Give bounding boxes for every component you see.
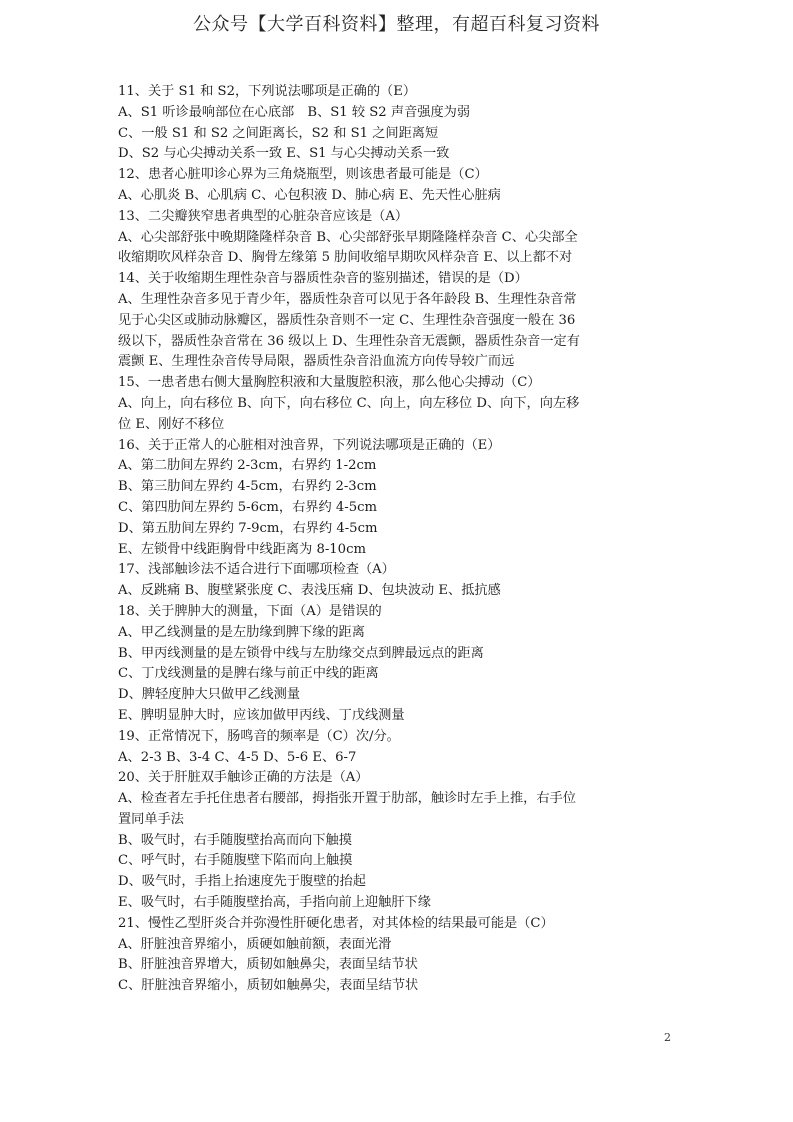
text-line: A、生理性杂音多见于青少年，器质性杂音可以见于各年龄段 B、生理性杂音常 — [118, 291, 577, 307]
text-line: B、甲丙线测量的是左锁骨中线与左肋缘交点到脾最远点的距离 — [118, 645, 484, 661]
text-line: A、第二肋间左界约 2-3cm，右界约 1-2cm — [118, 458, 377, 474]
text-line: 20、关于肝脏双手触诊正确的方法是（A） — [118, 770, 369, 786]
text-line: C、肝脏浊音界缩小，质韧如触鼻尖，表面呈结节状 — [118, 978, 419, 994]
text-line: C、丁戊线测量的是脾右缘与前正中线的距离 — [118, 666, 379, 682]
text-line: A、心肌炎 B、心肌病 C、心包积液 D、肺心病 E、先天性心脏病 — [118, 187, 501, 203]
text-line: E、左锁骨中线距胸骨中线距离为 8-10cm — [118, 541, 366, 557]
text-line: 13、二尖瓣狭窄患者典型的心脏杂音应该是（A） — [118, 208, 409, 224]
text-line: 12、患者心脏叩诊心界为三角烧瓶型，则该患者最可能是（C） — [118, 167, 488, 183]
text-line: 11、关于 S1 和 S2，下列说法哪项是正确的（E） — [118, 84, 417, 99]
text-line: 收缩期吹风样杂音 D、胸骨左缘第 5 肋间收缩早期吹风样杂音 E、以上都不对 — [118, 250, 573, 266]
text-line: D、脾轻度肿大只做甲乙线测量 — [118, 687, 301, 703]
text-line: 15、一患者患右侧大量胸腔积液和大量腹腔积液，那么他心尖搏动（C） — [118, 375, 541, 391]
text-line: D、第五肋间左界约 7-9cm，右界约 4-5cm — [118, 520, 378, 536]
text-line: 14、关于收缩期生理性杂音与器质性杂音的鉴别描述，错误的是（D） — [118, 271, 528, 287]
text-line: E、脾明显肿大时，应该加做甲丙线、丁戊线测量 — [118, 707, 405, 723]
text-line: B、第三肋间左界约 4-5cm，右界约 2-3cm — [118, 479, 377, 495]
text-line: D、S2 与心尖搏动关系一致 E、S1 与心尖搏动关系一致 — [118, 146, 450, 162]
text-line: 置同单手法 — [118, 811, 184, 827]
text-line: C、第四肋间左界约 5-6cm，右界约 4-5cm — [118, 499, 377, 515]
text-line: 见于心尖区或肺动脉瓣区，器质性杂音则不一定 C、生理性杂音强度一般在 36 — [118, 312, 576, 328]
text-line: A、检查者左手托住患者右腰部，拇指张开置于肋部，触诊时左手上推，右手位 — [118, 791, 576, 807]
text-line: A、甲乙线测量的是左肋缘到脾下缘的距离 — [118, 624, 365, 640]
text-line: 17、浅部触诊法不适合进行下面哪项检查（A） — [118, 562, 395, 578]
text-line: A、肝脏浊音界缩小，质硬如触前额，表面光滑 — [118, 936, 392, 952]
text-line: B、吸气时，右手随腹壁抬高而向下触摸 — [118, 832, 352, 848]
text-line: A、反跳痛 B、腹壁紧张度 C、表浅压痛 D、包块波动 E、抵抗感 — [118, 583, 501, 599]
text-line: A、S1 听诊最响部位在心底部 B、S1 较 S2 声音强度为弱 — [118, 104, 471, 120]
text-line: 16、关于正常人的心脏相对浊音界，下列说法哪项是正确的（E） — [118, 437, 501, 453]
text-line: 震颤 E、生理性杂音传导局限，器质性杂音沿血流方向传导较广而远 — [118, 354, 515, 370]
text-line: 位 E、刚好不移位 — [118, 416, 225, 432]
text-line: A、向上，向右移位 B、向下，向右移位 C、向上，向左移位 D、向下，向左移 — [118, 395, 580, 411]
text-line: C、呼气时，右手随腹壁下陷而向上触摸 — [118, 853, 353, 869]
page-header-title: 公众号【大学百科资料】整理，有超百科复习资料 — [193, 14, 600, 35]
text-line: 级以下，器质性杂音常在 36 级以上 D、生理性杂音无震颤，器质性杂音一定有 — [118, 333, 580, 349]
document-body — [118, 82, 688, 997]
text-line: C、一般 S1 和 S2 之间距离长，S2 和 S1 之间距离短 — [118, 125, 439, 141]
page-number: 2 — [664, 1031, 671, 1044]
text-line: A、心尖部舒张中晚期隆隆样杂音 B、心尖部舒张早期隆隆样杂音 C、心尖部全 — [118, 229, 578, 245]
text-line: E、吸气时，右手随腹壁抬高，手指向前上迎触肝下缘 — [118, 895, 431, 911]
text-line: 21、慢性乙型肝炎合并弥漫性肝硬化患者，对其体检的结果最可能是（C） — [118, 915, 554, 931]
text-line: B、肝脏浊音界增大，质韧如触鼻尖，表面呈结节状 — [118, 957, 418, 973]
text-line: 19、正常情况下，肠鸣音的频率是（C）次/分。 — [118, 728, 400, 744]
text-line: D、吸气时，手指上抬速度先于腹壁的抬起 — [118, 874, 366, 890]
text-line: 18、关于脾肿大的测量，下面（A）是错误的 — [118, 603, 382, 619]
text-line: A、2-3 B、3-4 C、4-5 D、5-6 E、6-7 — [118, 749, 357, 765]
